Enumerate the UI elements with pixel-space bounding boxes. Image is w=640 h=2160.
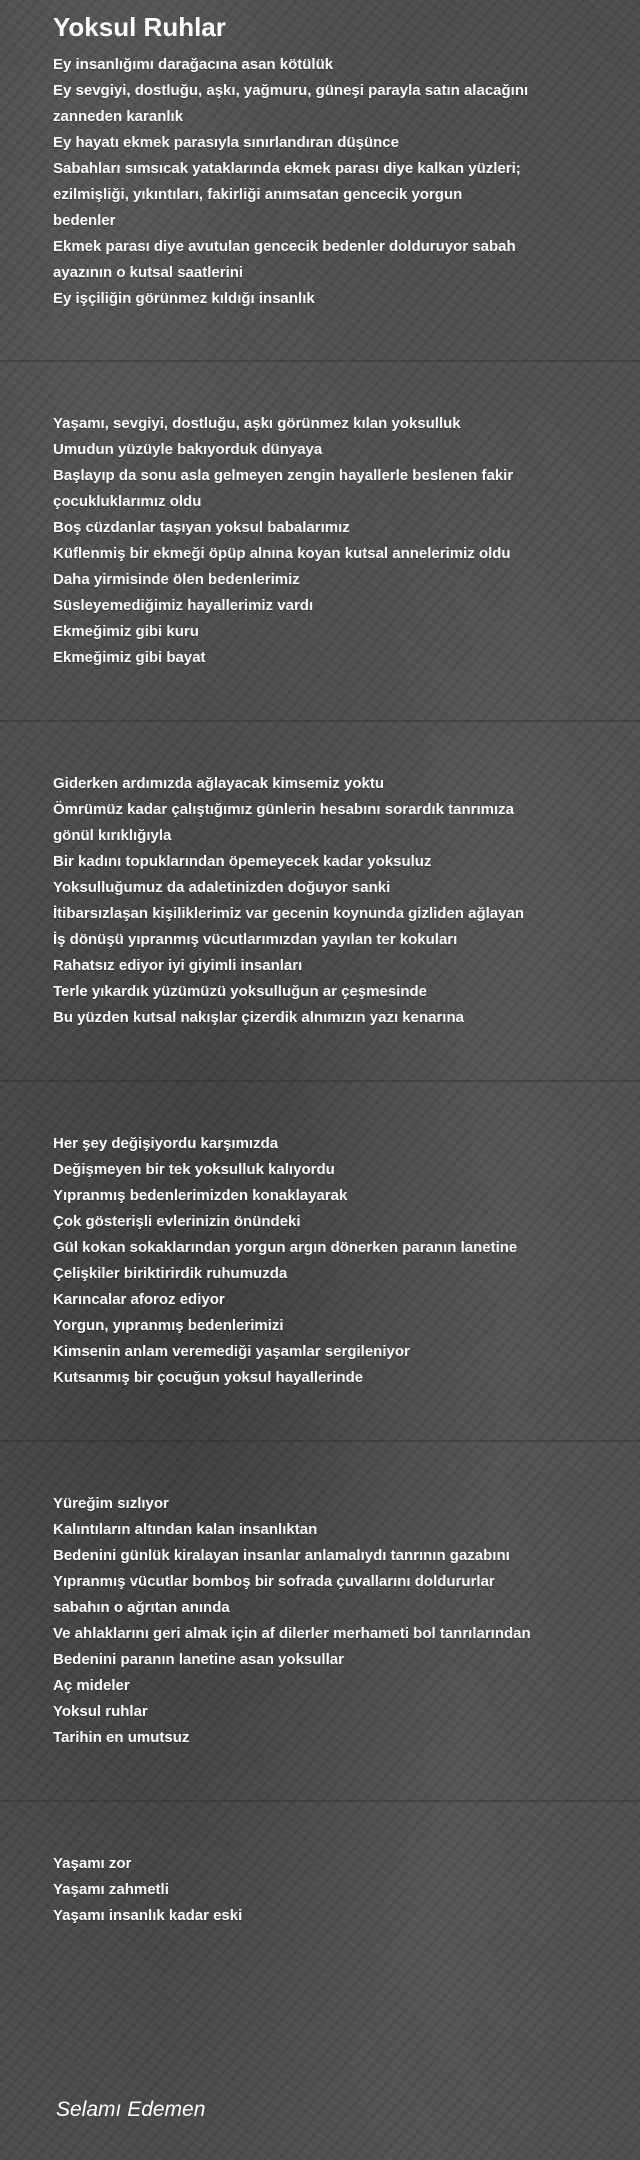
poem-line: Bedenini günlük kiralayan insanlar anlamalıydı tanrının gazabını [53,1547,510,1564]
poem-line: Ey hayatı ekmek parasıyla sınırlandıran düşünce [53,134,399,151]
poem-line: Ömrümüz kadar çalıştığımız günlerin hesabını sorardık tanrımıza [53,801,514,818]
stanza-divider [0,1440,640,1442]
poem-line: Giderken ardımızda ağlayacak kimsemiz yoktu [53,775,384,792]
poem-line: Yaşamı, sevgiyi, dostluğu, aşkı görünmez kılan yoksulluk [53,415,461,432]
poem-line: Kalıntıların altından kalan insanlıktan [53,1521,318,1538]
stanza-3 [53,771,633,1031]
poem-line: Kimsenin anlam veremediği yaşamlar sergileniyor [53,1343,410,1360]
stanza-divider [0,1080,640,1082]
poem-line: çocukluklarımız oldu [53,493,202,510]
poem-line: Bir kadını topuklarından öpemeyecek kadar yoksuluz [53,853,432,870]
poem-line: Çok gösterişli evlerinizin önündeki [53,1213,301,1230]
poem-line: Her şey değişiyordu karşımızda [53,1135,279,1152]
poem-line: Ey sevgiyi, dostluğu, aşkı, yağmuru, güneşi parayla satın alacağını [53,82,529,99]
poem-line: Ekmek parası diye avutulan gencecik bedenler dolduruyor sabah [53,238,516,255]
poem-line: Yoksul ruhlar [53,1703,148,1720]
poem-line: Tarihin en umutsuz [53,1729,190,1746]
poem-line: Kutsanmış bir çocuğun yoksul hayallerinde [53,1369,364,1386]
poem-line: Terle yıkardık yüzümüzü yoksulluğun ar çeşmesinde [53,983,428,1000]
poem-line: Yaşamı insanlık kadar eski [53,1907,243,1924]
poem-line: Ekmeğimiz gibi kuru [53,623,199,640]
poem-line: Bedenini paranın lanetine asan yoksullar [53,1651,344,1668]
poem-line: Çelişkiler biriktirirdik ruhumuzda [53,1265,288,1282]
poem-line: Yıpranmış vücutlar bomboş bir sofrada çuvallarını doldururlar [53,1573,495,1590]
poem-line: Yaşamı zahmetli [53,1881,169,1898]
stanza-5 [53,1491,633,1751]
poem-line: Sabahları sımsıcak yataklarında ekmek parası diye kalkan yüzleri; [53,160,521,177]
poem-line: İş dönüşü yıpranmış vücutlarımızdan yayılan ter kokuları [53,931,458,948]
poem-line: İtibarsızlaşan kişiliklerimiz var gecenin koynunda gizliden ağlayan [53,905,524,922]
poem-line: Karıncalar aforoz ediyor [53,1291,225,1308]
poem-line: sabahın o ağrıtan anında [53,1599,230,1616]
poem-author: Selamı Edemen [56,2098,206,2121]
poem-line: Ekmeğimiz gibi bayat [53,649,206,666]
poem-line: Ve ahlaklarını geri almak için af dilerler merhameti bol tanrılarından [53,1625,531,1642]
poem-line: Küflenmiş bir ekmeği öpüp alnına koyan kutsal annelerimiz oldu [53,545,511,562]
poem-line: Bu yüzden kutsal nakışlar çizerdik alnımızın yazı kenarına [53,1009,464,1026]
stanza-2 [53,411,633,671]
poem-line: Başlayıp da sonu asla gelmeyen zengin hayallerle beslenen fakir [53,467,514,484]
poem-line: Değişmeyen bir tek yoksulluk kalıyordu [53,1161,335,1178]
poem-line: Süsleyemediğimiz hayallerimiz vardı [53,597,314,614]
poem-line: Ey insanlığımı darağacına asan kötülük [53,56,334,73]
stanza-6 [53,1851,633,1929]
poem-line: ayazının o kutsal saatlerini [53,264,244,281]
poem-line: Umudun yüzüyle bakıyorduk dünyaya [53,441,323,458]
stanza-divider [0,720,640,722]
poem-line: Yaşamı zor [53,1855,132,1872]
poem-line: Aç mideler [53,1677,130,1694]
poem-line: Gül kokan sokaklarından yorgun argın dönerken paranın lanetine [53,1239,518,1256]
poem-title: Yoksul Ruhlar [53,12,226,42]
poem-line: Yıpranmış bedenlerimizden konaklayarak [53,1187,348,1204]
poem-line: Yorgun, yıpranmış bedenlerimizi [53,1317,284,1334]
stanza-divider [0,360,640,362]
poem-line: Daha yirmisinde ölen bedenlerimiz [53,571,300,588]
poem-line: ezilmişliği, yıkıntıları, fakirliği anımsatan gencecik yorgun [53,186,463,203]
poem-line: Rahatsız ediyor iyi giyimli insanları [53,957,303,974]
poem-line: Yüreğim sızlıyor [53,1495,169,1512]
stanza-1 [53,52,633,312]
poem-line: Ey işçiliğin görünmez kıldığı insanlık [53,290,315,307]
poem-line: Yoksulluğumuz da adaletinizden doğuyor sanki [53,879,391,896]
stanza-divider [0,1800,640,1802]
poem-line: Boş cüzdanlar taşıyan yoksul babalarımız [53,519,350,536]
poem-line: zanneden karanlık [53,108,184,125]
poem-line: gönül kırıklığıyla [53,827,172,844]
poem-line: bedenler [53,212,116,229]
stanza-4 [53,1131,633,1391]
